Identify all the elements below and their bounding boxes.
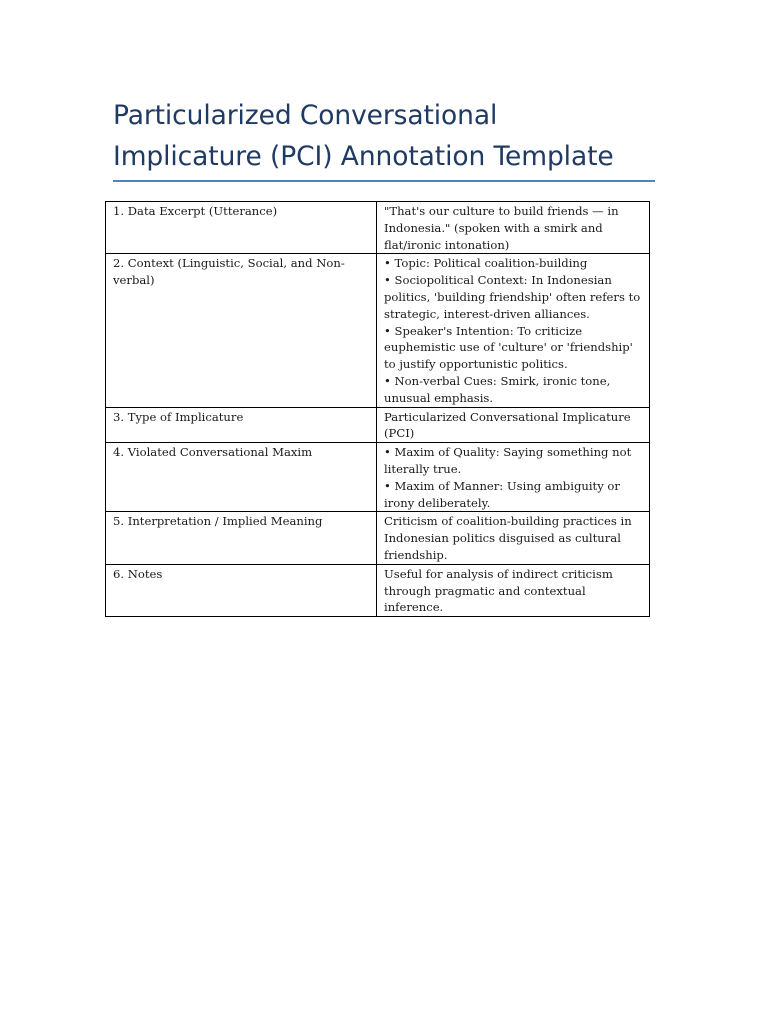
row-value <box>377 407 650 443</box>
title-line-2: Implicature (PCI) Annotation Template <box>113 141 614 172</box>
table-row-context <box>106 254 650 407</box>
table-row-violated-maxim <box>106 443 650 512</box>
row-value <box>377 254 650 407</box>
row-value-line: • Non-verbal Cues: Smirk, ironic tone, unusual emphasis. <box>384 373 611 405</box>
row-value-line: • Maxim of Quality: Saying something not literally true. <box>384 445 632 476</box>
table-row-implicature-type <box>106 407 650 443</box>
row-value <box>377 564 650 616</box>
row-value-line: "That's our culture to build friends — in Indonesia." (spoken with a smirk and flat/ironic intonation) <box>384 204 619 252</box>
row-value <box>377 202 650 254</box>
row-label: 6. Notes <box>106 564 377 616</box>
row-value-line: • Topic: Political coalition-building <box>384 256 588 271</box>
title-line-1: Particularized Conversational <box>113 100 498 131</box>
table-row-interpretation <box>106 512 650 564</box>
row-value-line: • Speaker's Intention: To criticize euphemistic use of 'culture' or 'friendship' to justify opportunistic politics. <box>384 323 633 372</box>
row-label: 2. Context (Linguistic, Social, and Non-verbal) <box>106 254 377 407</box>
row-value-line: • Sociopolitical Context: In Indonesian politics, 'building friendship' often refers to strategic, interest-driven alliances. <box>384 273 641 321</box>
row-value <box>377 512 650 564</box>
row-value-line: Criticism of coalition-building practices in Indonesian politics disguised as cultural friendship. <box>384 514 632 562</box>
page-title <box>113 95 673 177</box>
annotation-table <box>105 201 650 617</box>
row-label: 5. Interpretation / Implied Meaning <box>106 512 377 564</box>
title-underline-divider <box>113 180 655 182</box>
table-row-data-excerpt <box>106 202 650 254</box>
row-value-line: • Maxim of Manner: Using ambiguity or irony deliberately. <box>384 478 620 510</box>
row-value-line: Particularized Conversational Implicature (PCI) <box>384 409 631 441</box>
row-label: 4. Violated Conversational Maxim <box>106 443 377 512</box>
table-row-notes <box>106 564 650 616</box>
row-value <box>377 443 650 512</box>
row-label: 1. Data Excerpt (Utterance) <box>106 202 377 254</box>
row-value-line: Useful for analysis of indirect criticism through pragmatic and contextual inference. <box>384 566 613 615</box>
row-label: 3. Type of Implicature <box>106 407 377 443</box>
